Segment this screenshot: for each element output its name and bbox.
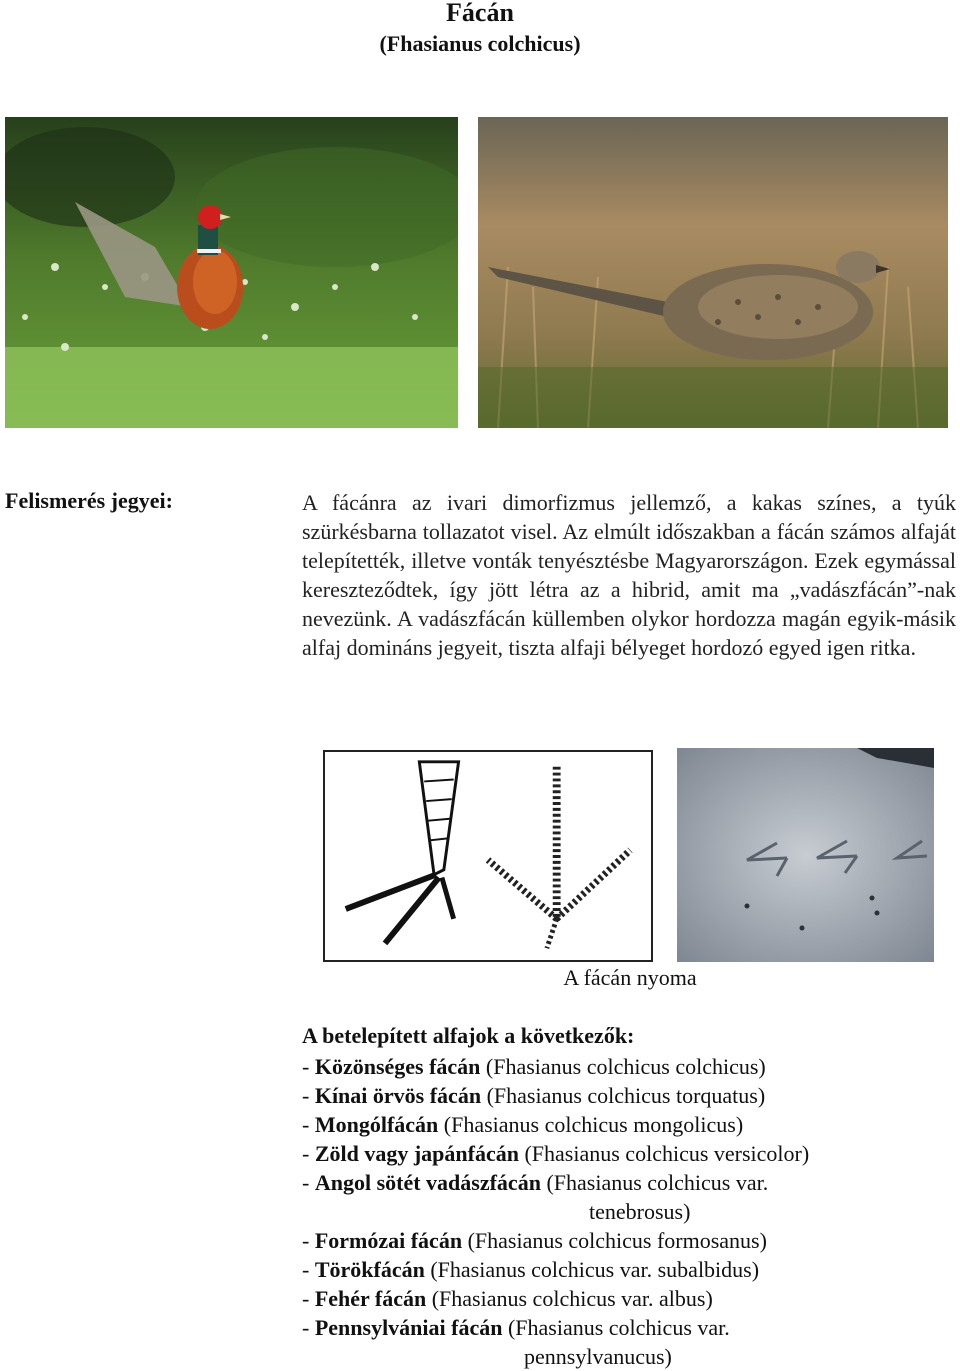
list-item: - Közönséges fácán (Fhasianus colchicus colchicus): [302, 1054, 766, 1079]
tracks-caption: A fácán nyoma: [563, 965, 697, 990]
list-item: - Fehér fácán (Fhasianus colchicus var. albus): [302, 1286, 713, 1311]
male-pheasant-photo: [5, 117, 458, 428]
list-item: - Angol sötét vadászfácán (Fhasianus colchicus var.: [302, 1170, 769, 1195]
list-item: - Kínai örvös fácán (Fhasianus colchicus torquatus): [302, 1083, 766, 1108]
subspecies-title: A betelepített alfajok a következők:: [302, 1023, 635, 1048]
female-pheasant-photo: [478, 117, 948, 428]
subspecies-list: [302, 1052, 942, 1371]
list-item: - Formózai fácán (Fhasianus colchicus formosanus): [302, 1228, 767, 1253]
list-item: - Zöld vagy japánfácán (Fhasianus colchicus versicolor): [302, 1141, 810, 1166]
snow-track-photo: [677, 748, 934, 962]
list-item: - Mongólfácán (Fhasianus colchicus mongolicus): [302, 1112, 744, 1137]
list-item-continuation: pennsylvanucus): [524, 1344, 672, 1369]
foot-track-drawing: [323, 750, 653, 962]
list-item: - Törökfácán (Fhasianus colchicus var. subalbidus): [302, 1257, 760, 1282]
list-item-continuation: tenebrosus): [589, 1199, 691, 1224]
page-subtitle: (Fhasianus colchicus): [379, 31, 581, 56]
recognition-label: Felismerés jegyei:: [5, 488, 173, 513]
recognition-paragraph: A fácánra az ivari dimorfizmus jellemző, a kakas színes, a tyúk szürkésbarna tollazatot visel. Az elmúlt időszakban a fácán számos alfaját telepítették, illetve vonták tenyésztésbe Magyarországon. Ezek egymással kereszteződtek, így jött létra az a hibrid, amit ma „vadászfácán”-nak nevezünk. A vadászfácán küllemben olykor hordozza magán egyik-másik alfaj domináns jegyeit, tiszta alfaji bélyeget hordozó egyed igen ritka.: [302, 490, 956, 660]
page-title: Fácán: [446, 0, 514, 27]
list-item: - Pennsylvániai fácán (Fhasianus colchicus var.: [302, 1315, 730, 1340]
